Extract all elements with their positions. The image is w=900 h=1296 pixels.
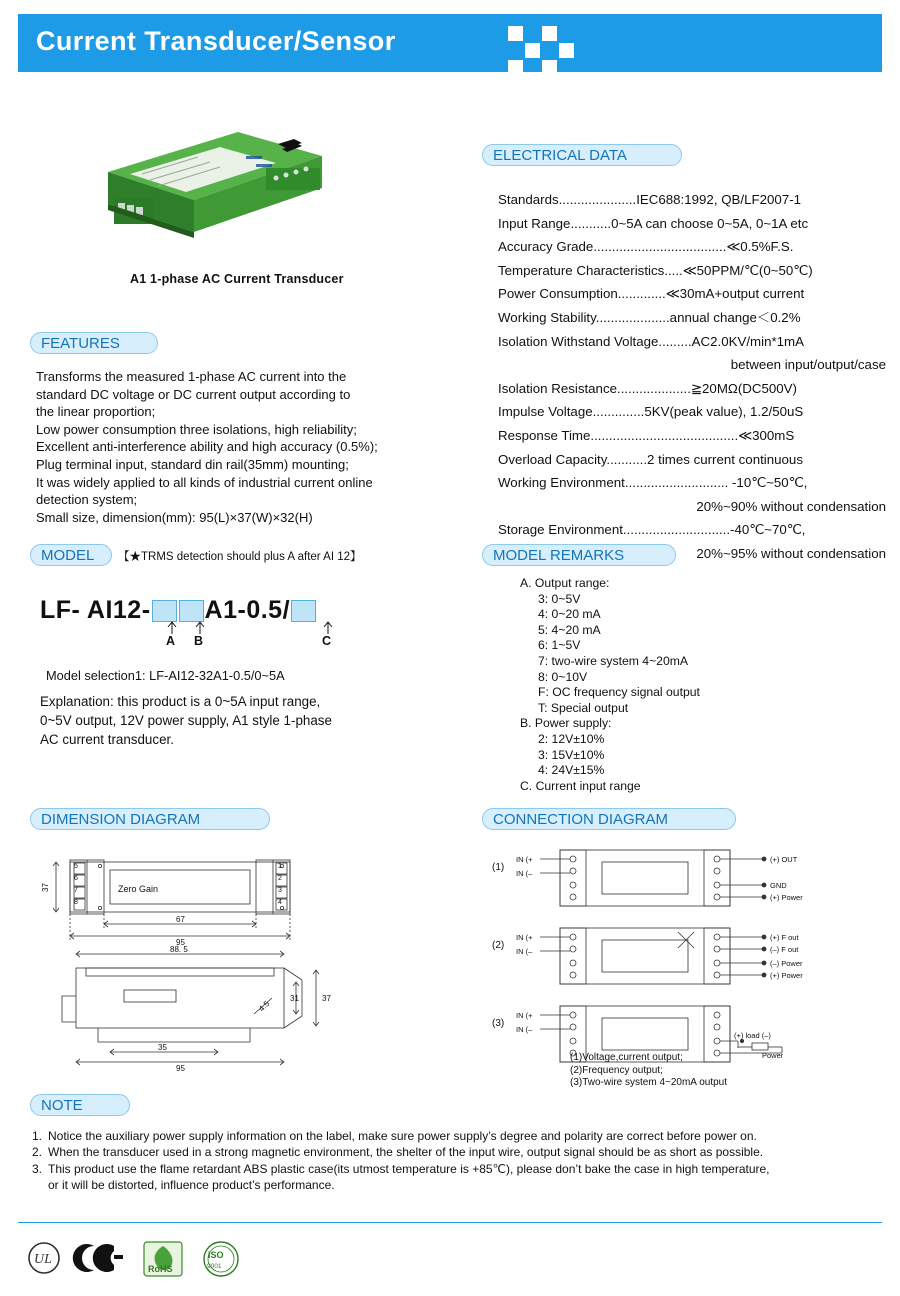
svg-text:1: 1 xyxy=(278,863,282,870)
section-label: CONNECTION DIAGRAM xyxy=(493,810,669,828)
dimension-diagram xyxy=(40,846,460,1076)
model-arrow-label-a: A xyxy=(166,634,176,648)
electrical-data-row: 20%~90% without condensation xyxy=(696,498,886,514)
note-text: or it will be distorted, influence product’s performance. xyxy=(48,1178,335,1193)
model-arrows xyxy=(40,620,380,650)
svg-text:Power: Power xyxy=(762,1051,784,1060)
note-number: 3. xyxy=(32,1161,43,1176)
note-text: Notice the auxiliary power supply information on the label, make sure power supply’s degree and polarity are correct before power on. xyxy=(48,1129,757,1143)
connection-caption-line: (1)Voltage,current output; xyxy=(570,1052,683,1063)
model-remark-line: A. Output range: xyxy=(520,576,610,590)
electrical-data-row: Impulse Voltage..............5KV(peak value), 1.2/50uS xyxy=(498,404,804,420)
model-remark-line: 3: 15V±10% xyxy=(538,747,605,762)
model-field-b[interactable] xyxy=(179,600,204,622)
model-remark-line: 4: 0~20 mA xyxy=(538,607,601,622)
dim-31: 31 xyxy=(290,994,299,1003)
note-number: 1. xyxy=(32,1129,43,1143)
header-square-4 xyxy=(559,43,574,58)
product-caption: A1 1-phase AC Current Transducer xyxy=(130,272,344,286)
conn-index-1: (1) xyxy=(492,862,505,873)
footer-certifications xyxy=(18,1232,882,1288)
section-title-note xyxy=(30,1094,130,1116)
model-field-a[interactable] xyxy=(152,600,177,622)
header-square-5 xyxy=(508,60,523,75)
section-label: DIMENSION DIAGRAM xyxy=(41,810,201,828)
section-label: FEATURES xyxy=(41,334,120,352)
page-title: Current Transducer/Sensor xyxy=(36,26,396,56)
note-item xyxy=(32,1161,882,1177)
model-remark-line: 6: 1~5V xyxy=(538,638,581,653)
conn-index-2: (2) xyxy=(492,940,505,951)
model-remark-line: 7: two-wire system 4~20mA xyxy=(538,653,689,668)
svg-text:9001: 9001 xyxy=(207,1263,222,1270)
svg-text:ISO: ISO xyxy=(208,1250,224,1260)
electrical-data-row: Temperature Characteristics.....≪50PPM/℃(0~50℃) xyxy=(498,262,813,278)
model-field-c[interactable] xyxy=(291,600,316,622)
model-remark-line: F: OC frequency signal output xyxy=(538,685,700,700)
dim-885: 88. 5 xyxy=(170,945,188,954)
model-explanation-line: 0~5V output, 12V power supply, A1 style 1-phase xyxy=(40,713,332,728)
note-item xyxy=(32,1177,882,1193)
model-remark-line: 2: 12V±10% xyxy=(538,731,605,746)
rohs-icon xyxy=(144,1242,182,1276)
svg-text:IN (–: IN (– xyxy=(516,947,533,956)
feature-line: Excellent anti-interference ability and high accuracy (0.5%); xyxy=(36,439,378,455)
dim-35: 35 xyxy=(158,1043,167,1052)
section-title-model xyxy=(30,544,112,566)
header-square-3 xyxy=(525,43,540,58)
svg-text:3: 3 xyxy=(278,887,282,894)
electrical-data-row: Isolation Resistance....................≧20MΩ(DC500V) xyxy=(498,380,797,396)
model-arrow-label-b: B xyxy=(194,634,204,648)
model-remark-line: B. Power supply: xyxy=(520,716,612,731)
electrical-data-row: 20%~95% without condensation xyxy=(696,545,886,561)
dim-37-top: 37 xyxy=(41,883,50,892)
section-label: MODEL xyxy=(41,546,95,564)
feature-line: Low power consumption three isolations, high reliability; xyxy=(36,421,357,437)
svg-text:(+) OUT: (+) OUT xyxy=(770,855,798,864)
label-zero-gain: Zero Gain xyxy=(118,884,159,894)
electrical-data-row: Working Environment............................ -10℃~50℃, xyxy=(498,475,808,491)
note-number xyxy=(32,1177,48,1193)
section-title-dimension-diagram xyxy=(30,808,270,830)
note-item xyxy=(32,1128,882,1144)
model-explanation xyxy=(40,692,460,749)
electrical-data-row: Standards.....................IEC688:1992, QB/LF2007-1 xyxy=(498,192,802,207)
dim-37-side: 37 xyxy=(322,994,331,1003)
svg-text:(+) Power: (+) Power xyxy=(770,893,803,902)
model-note: 【★TRMS detection should plus A after AI 12】 xyxy=(118,551,362,563)
electrical-data-row: Response Time........................................≪300mS xyxy=(498,427,795,443)
svg-text:7: 7 xyxy=(74,887,78,894)
svg-text:(+) F out: (+) F out xyxy=(770,933,799,942)
feature-line: detection system; xyxy=(36,492,138,508)
svg-text:(–) F out: (–) F out xyxy=(770,945,799,954)
svg-text:GND: GND xyxy=(770,881,787,890)
product-photo xyxy=(70,112,350,262)
features-list xyxy=(36,368,466,526)
model-code-prefix: LF- AI12- xyxy=(40,596,151,624)
connection-caption-line: (2)Frequency output; xyxy=(570,1064,663,1076)
note-text: This product use the flame retardant ABS plastic case(its utmost temperature is +85℃), please don’t bake the case in high temperature, xyxy=(48,1161,770,1176)
feature-line: standard DC voltage or DC current output according to xyxy=(36,386,351,402)
section-title-connection-diagram xyxy=(482,808,736,830)
electrical-data-list xyxy=(498,188,888,566)
svg-text:4: 4 xyxy=(278,899,282,906)
svg-text:IN (+: IN (+ xyxy=(516,1011,533,1020)
svg-text:(–) Power: (–) Power xyxy=(770,959,803,968)
section-title-electrical-data xyxy=(482,144,682,166)
connection-caption-line: (3)Two-wire system 4~20mA output xyxy=(570,1077,728,1088)
model-remark-line: 8: 0~10V xyxy=(538,669,588,684)
svg-text:6: 6 xyxy=(74,875,78,882)
electrical-data-row: Accuracy Grade....................................≪0.5%F.S. xyxy=(498,239,794,255)
note-number: 2. xyxy=(32,1145,43,1160)
page-header xyxy=(18,14,882,72)
svg-text:IN (–: IN (– xyxy=(516,1025,533,1034)
connection-captions xyxy=(570,1052,727,1090)
conn-index-3: (3) xyxy=(492,1018,505,1029)
electrical-data-row: between input/output/case xyxy=(730,357,886,373)
svg-text:RoHS: RoHS xyxy=(148,1264,173,1274)
svg-text:8: 8 xyxy=(74,899,78,906)
ce-icon xyxy=(73,1244,123,1272)
svg-text:IN (+: IN (+ xyxy=(516,855,533,864)
feature-line: It was widely applied to all kinds of industrial current online xyxy=(36,474,373,490)
section-label: NOTE xyxy=(41,1096,83,1114)
electrical-data-row: Storage Environment.............................-40℃~70℃, xyxy=(498,522,806,538)
model-explanation-line: Explanation: this product is a 0~5A input range, xyxy=(40,694,321,709)
model-selection: Model selection1: LF-AI12-32A1-0.5/0~5A xyxy=(46,668,285,683)
header-square-1 xyxy=(508,26,523,41)
section-label: MODEL REMARKS xyxy=(493,546,625,564)
electrical-data-row: Power Consumption.............≪30mA+output current xyxy=(498,286,805,302)
model-remark-line: 3: 0~5V xyxy=(538,591,581,606)
header-square-2 xyxy=(542,26,557,41)
electrical-data-row: Working Stability....................annual change＜0.2% xyxy=(498,309,801,325)
feature-line: the linear proportion; xyxy=(36,404,156,420)
electrical-data-row: Overload Capacity...........2 times current continuous xyxy=(498,451,803,467)
terminal-num-5: 5 xyxy=(74,863,78,870)
section-title-model-remarks xyxy=(482,544,676,566)
svg-text:2: 2 xyxy=(278,875,282,882)
svg-text:(+) Power: (+) Power xyxy=(770,971,803,980)
feature-line: Small size, dimension(mm): 95(L)×37(W)×32(H) xyxy=(36,509,313,525)
svg-text:(+) load (–): (+) load (–) xyxy=(734,1031,771,1040)
dim-67: 67 xyxy=(176,915,185,924)
section-title-features xyxy=(30,332,158,354)
header-square-6 xyxy=(542,60,557,75)
iso-icon xyxy=(204,1242,238,1276)
model-remark-line: T: Special output xyxy=(538,700,629,715)
feature-line: Transforms the measured 1-phase AC current into the xyxy=(36,369,347,384)
svg-text:IN (+: IN (+ xyxy=(516,933,533,942)
dim-45: 4.5 xyxy=(257,999,272,1014)
svg-text:IN (–: IN (– xyxy=(516,869,533,878)
model-remark-line: 4: 24V±15% xyxy=(538,763,605,778)
model-remarks-list xyxy=(520,576,880,794)
svg-text:UL: UL xyxy=(34,1252,52,1267)
note-list xyxy=(32,1128,882,1194)
electrical-data-row: Isolation Withstand Voltage.........AC2.0KV/min*1mA xyxy=(498,333,804,349)
model-remark-line: 5: 4~20 mA xyxy=(538,622,601,637)
note-item xyxy=(32,1144,882,1160)
electrical-data-row: Input Range...........0~5A can choose 0~5A, 0~1A etc xyxy=(498,215,809,231)
section-label: ELECTRICAL DATA xyxy=(493,146,627,164)
feature-line: Plug terminal input, standard din rail(35mm) mounting; xyxy=(36,456,349,472)
model-arrow-label-c: C xyxy=(322,634,332,648)
dim-95-bottom: 95 xyxy=(176,1064,185,1073)
model-remark-line: C. Current input range xyxy=(520,778,641,793)
ul-icon xyxy=(29,1243,59,1273)
model-explanation-line: AC current transducer. xyxy=(40,732,174,747)
footer-divider xyxy=(18,1222,882,1223)
model-code-mid: A1-0.5/ xyxy=(204,596,291,624)
dim-95-top: 95 xyxy=(176,938,185,947)
note-text: When the transducer used in a strong magnetic environment, the shelter of the input wire, output signal should be as short as possible. xyxy=(48,1145,764,1160)
